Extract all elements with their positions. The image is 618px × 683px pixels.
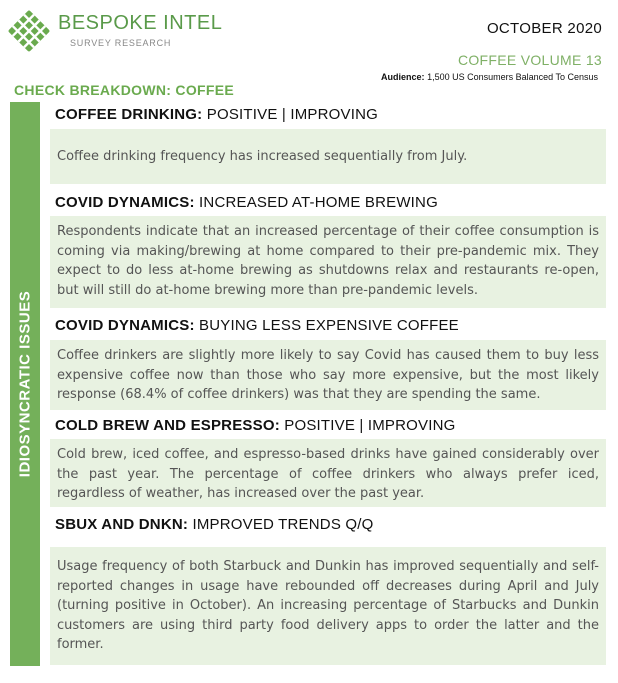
- block-heading: [55, 194, 438, 211]
- brand-subtitle: SURVEY RESEARCH: [70, 38, 172, 48]
- block-heading: [55, 106, 378, 123]
- report-volume: COFFEE VOLUME 13: [457, 52, 602, 68]
- side-label: IDIOSYNCRATIC ISSUES: [16, 290, 34, 478]
- block-body: Coffee drinking frequency has increased sequentially from July.: [50, 129, 606, 184]
- block-body: Respondents indicate that an increased percentage of their coffee consumption is coming via making/brewing at home compared to their pre-pandemic mix. They expect to do less at-home brewing as shutdowns relax and restaurants re-open, but will still do at-home brewing more than pre-pandemic levels.: [50, 216, 606, 308]
- block-heading: [55, 417, 456, 434]
- block-heading-bold: SBUX AND DNKN:: [55, 516, 189, 533]
- audience-label: Audience:: [381, 72, 425, 82]
- lattice-logo-icon: [8, 10, 50, 52]
- audience-line: [381, 72, 598, 82]
- block-heading-rest: INCREASED AT-HOME BREWING: [194, 194, 438, 211]
- block-heading-bold: COVID DYNAMICS:: [55, 194, 195, 211]
- report-date: OCTOBER 2020: [486, 20, 602, 37]
- block-heading-bold: COVID DYNAMICS:: [55, 317, 195, 334]
- block-body: Cold brew, iced coffee, and espresso-based drinks have gained considerably over the past year. The percentage of coffee drinkers who always prefer iced, regardless of weather, has increased over the past year.: [50, 439, 606, 507]
- brand-name: BESPOKE INTEL: [58, 12, 223, 34]
- block-heading-bold: COFFEE DRINKING:: [55, 106, 203, 123]
- section-title: CHECK BREAKDOWN: COFFEE: [14, 82, 235, 98]
- block-heading-bold: COLD BREW AND ESPRESSO:: [55, 417, 280, 434]
- block-heading-rest: POSITIVE | IMPROVING: [202, 106, 378, 123]
- block-heading-rest: POSITIVE | IMPROVING: [279, 417, 456, 434]
- audience-value: 1,500 US Consumers Balanced To Census: [427, 72, 598, 82]
- block-body: Usage frequency of both Starbuck and Dunkin has improved sequentially and self-reported changes in usage have rebounded off decreases during April and July (turning positive in October). An increasing percentage of Starbucks and Dunkin customers are using third party food delivery apps to order the latter and the former.: [50, 547, 606, 665]
- block-body: Coffee drinkers are slightly more likely to say Covid has caused them to buy less expensive coffee now than those who say more expensive, but the most likely response (68.4% of coffee drinkers) was that they are spending the same.: [50, 340, 606, 410]
- side-bar: [10, 102, 40, 666]
- block-heading: [55, 317, 459, 334]
- block-heading: [55, 516, 374, 533]
- block-heading-rest: BUYING LESS EXPENSIVE COFFEE: [194, 317, 459, 334]
- block-heading-rest: IMPROVED TRENDS Q/Q: [188, 516, 374, 533]
